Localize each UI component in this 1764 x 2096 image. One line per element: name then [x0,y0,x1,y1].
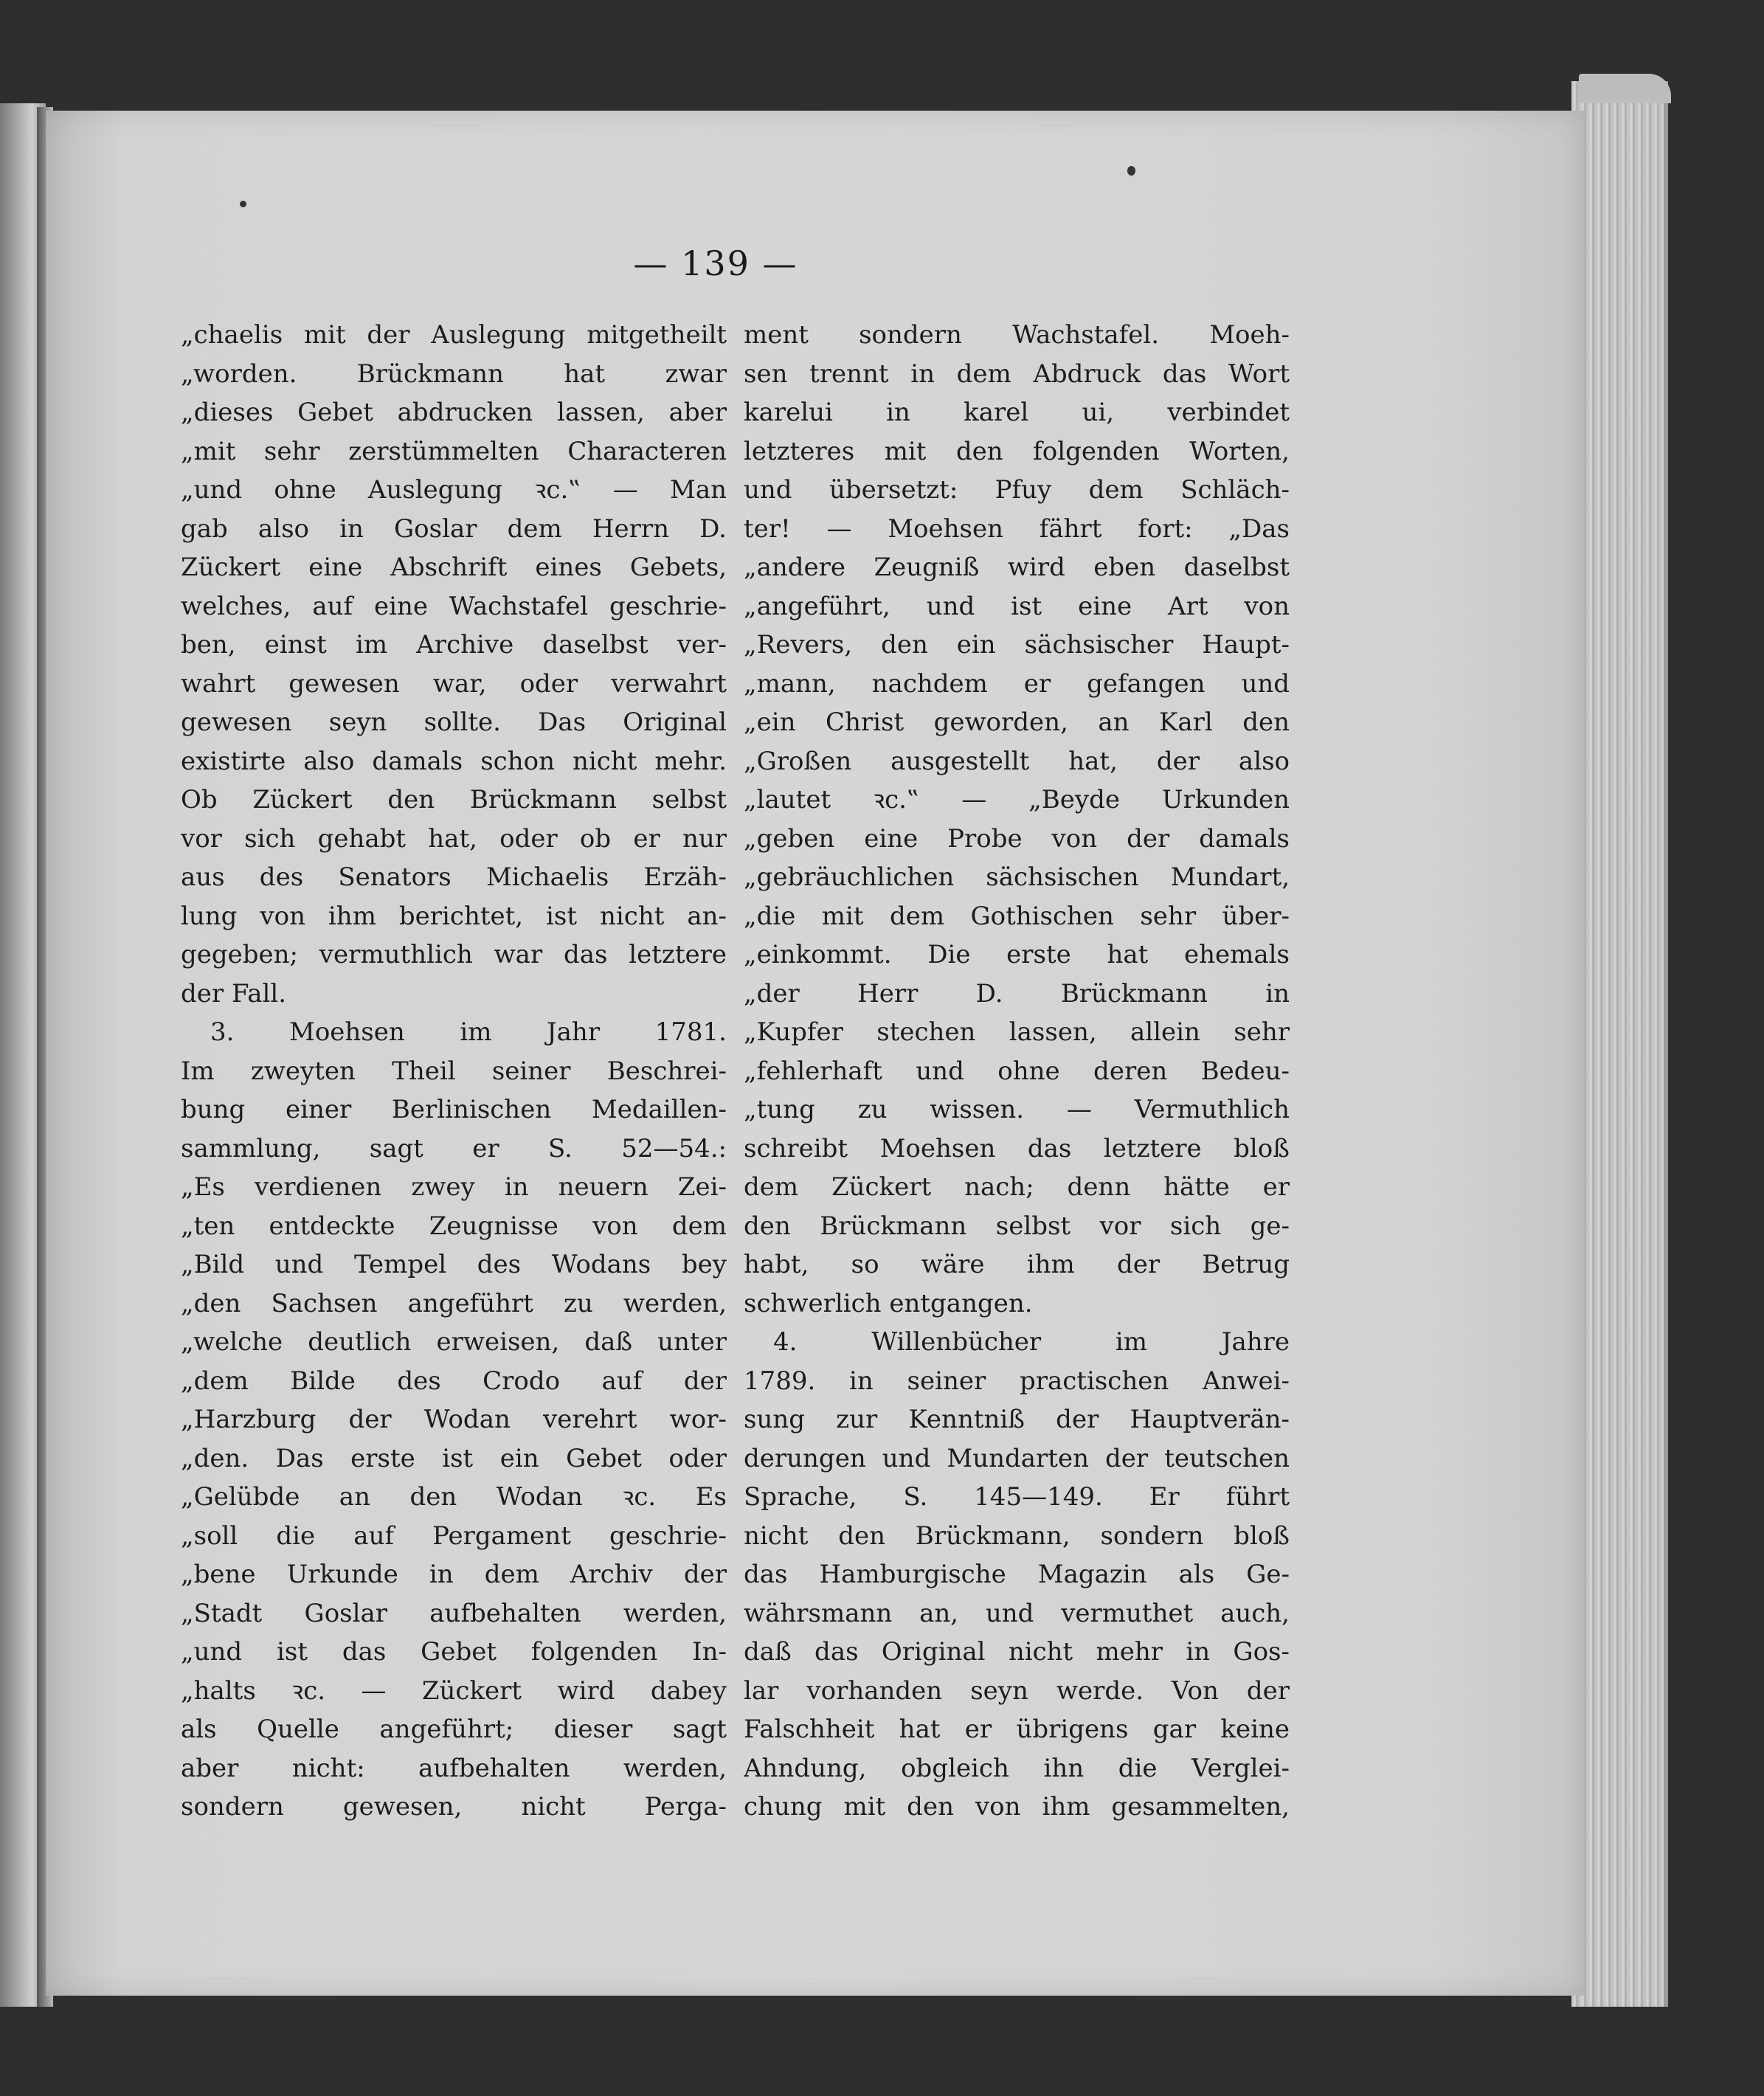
text-line: habt, so wäre ihm der Betrug [744,1250,1290,1279]
text-line: „Gelübde an den Wodan ꝛc. Es [181,1482,727,1512]
text-line: „die mit dem Gothischen sehr über- [744,901,1290,931]
text-line: „den. Das erste ist ein Gebet oder [181,1443,727,1473]
text-line: Im zweyten Theil seiner Beschrei- [181,1056,727,1086]
text-line: „den Sachsen angeführt zu werden, [181,1288,727,1318]
text-line: „Harzburg der Wodan verehrt wor- [181,1405,727,1434]
text-line: „worden. Brückmann hat zwar [181,359,727,389]
text-line: „bene Urkunde in dem Archiv der [181,1560,727,1589]
book-cover-corner [1579,74,1671,103]
text-line: „fehlerhaft und ohne deren Bedeu- [744,1056,1290,1086]
text-line: „Es verdienen zwey in neuern Zei- [181,1172,727,1202]
text-line: letzteres mit den folgenden Worten, [744,436,1290,466]
page-block-edges [1571,81,1668,2007]
text-line: Falschheit hat er übrigens gar keine [744,1715,1290,1744]
text-line: ben, einst im Archive daselbst ver- [181,630,727,660]
text-line: Sprache, S. 145—149. Er führt [744,1482,1290,1512]
text-line: „ten entdeckte Zeugnisse von dem [181,1211,727,1241]
text-line: „Kupfer stechen lassen, allein sehr [744,1017,1290,1047]
text-line: währsmann an, und vermuthet auch, [744,1598,1290,1628]
text-line: den Brückmann selbst vor sich ge- [744,1211,1290,1241]
text-line: „ein Christ geworden, an Karl den [744,708,1290,737]
text-line: chung mit den von ihm gesammelten, [744,1792,1290,1822]
page-number: — 139 — [633,243,798,283]
text-line: „soll die auf Pergament geschrie- [181,1521,727,1551]
text-line: wahrt gewesen war, oder verwahrt [181,668,727,699]
text-line: „dieses Gebet abdrucken lassen, aber [181,398,727,427]
text-line: „gebräuchlichen sächsischen Mundart, [744,862,1290,892]
text-line: welches, auf eine Wachstafel geschrie- [181,591,727,621]
text-line: „angeführt, und ist eine Art von [744,591,1290,621]
text-line: und übersetzt: Pfuy dem Schläch- [744,475,1290,505]
text-line: „chaelis mit der Auslegung mitgetheilt [181,320,727,350]
text-line: gewesen seyn sollte. Das Original [181,708,727,737]
ink-speck [240,201,246,207]
text-line: vor sich gehabt hat, oder ob er nur [181,823,727,854]
text-line: schwerlich entgangen. [744,1288,1033,1318]
text-line: lar vorhanden seyn werde. Von der [744,1675,1290,1706]
text-line: Ahndung, obgleich ihn die Verglei- [744,1753,1290,1783]
text-line: „mann, nachdem er gefangen und [744,668,1290,699]
text-line: als Quelle angeführt; dieser sagt [181,1715,727,1744]
text-line: sondern gewesen, nicht Perga- [181,1792,727,1822]
text-line: derungen und Mundarten der teutschen [744,1443,1290,1473]
text-line: „und ist das Gebet folgenden In- [181,1637,727,1667]
text-line: gegeben; vermuthlich war das letztere [181,940,727,969]
text-line: Ob Zückert den Brückmann selbst [181,785,727,814]
text-line: das Hamburgische Magazin als Ge- [744,1560,1290,1589]
text-line: lung von ihm berichtet, ist nicht an- [181,901,727,931]
text-line: ter! — Moehsen fährt fort: „Das [744,513,1290,544]
text-line: dem Zückert nach; denn hätte er [744,1172,1290,1202]
text-line: bung einer Berlinischen Medaillen- [181,1095,727,1124]
text-line: „der Herr D. Brückmann in [744,978,1290,1009]
text-line: „und ohne Auslegung ꝛc.‟ — Man [181,475,727,505]
text-line: gab also in Goslar dem Herrn D. [181,513,727,544]
text-line: 4. Willenbücher im Jahre [773,1327,1290,1357]
text-line: „tung zu wissen. — Vermuthlich [744,1095,1290,1124]
ink-speck [1127,166,1135,176]
text-column-left [181,316,727,1827]
text-line: sen trennt in dem Abdruck das Wort [744,359,1290,389]
text-line: daß das Original nicht mehr in Gos- [744,1637,1290,1667]
text-line: „Stadt Goslar aufbehalten werden, [181,1598,727,1628]
text-line: „geben eine Probe von der damals [744,823,1290,854]
text-line: sammlung, sagt er S. 52—54.: [181,1133,727,1163]
text-line: 3. Moehsen im Jahr 1781. [210,1017,727,1047]
text-line: nicht den Brückmann, sondern bloß [744,1521,1290,1551]
text-line: existirte also damals schon nicht mehr. [181,746,727,776]
text-line: der Fall. [181,978,287,1009]
text-line: „Revers, den ein sächsischer Haupt- [744,630,1290,660]
text-line: Zückert eine Abschrift eines Gebets, [181,553,727,582]
text-column-right [744,316,1290,1827]
text-line: schreibt Moehsen das letztere bloß [744,1133,1290,1163]
text-line: „dem Bilde des Crodo auf der [181,1366,727,1396]
text-line: aber nicht: aufbehalten werden, [181,1753,727,1783]
text-line: „Bild und Tempel des Wodans bey [181,1250,727,1279]
text-line: „halts ꝛc. — Zückert wird dabey [181,1675,727,1706]
text-line: „lautet ꝛc.‟ — „Beyde Urkunden [744,785,1290,814]
text-line: „welche deutlich erweisen, daß unter [181,1327,727,1357]
text-line: „Großen ausgestellt hat, der also [744,746,1290,776]
text-line: „mit sehr zerstümmelten Characteren [181,436,727,466]
text-line: sung zur Kenntniß der Hauptverän- [744,1405,1290,1434]
text-line: „andere Zeugniß wird eben daselbst [744,553,1290,582]
text-line: karelui in karel ui, verbindet [744,398,1290,427]
text-line: ment sondern Wachstafel. Moeh- [744,320,1290,350]
text-line: „einkommt. Die erste hat ehemals [744,940,1290,969]
text-line: aus des Senators Michaelis Erzäh- [181,862,727,892]
text-line: 1789. in seiner practischen Anwei- [744,1366,1290,1396]
